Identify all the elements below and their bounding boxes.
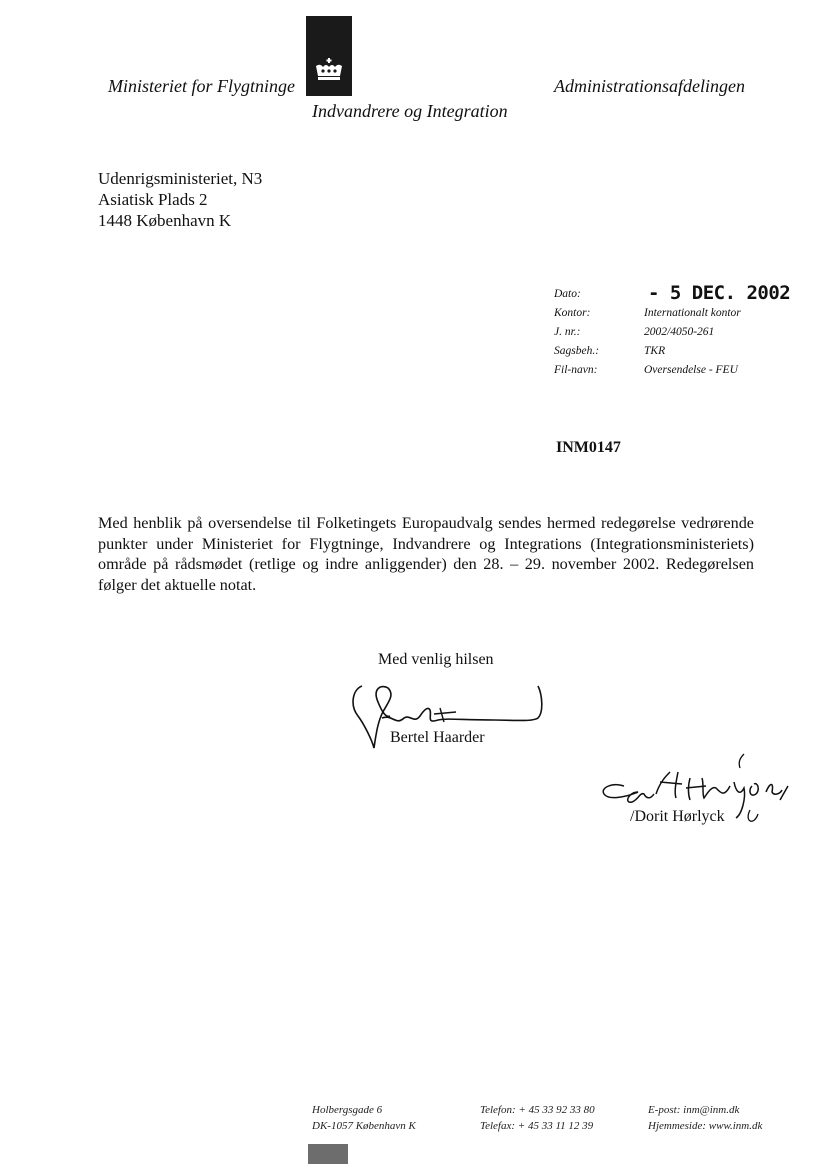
footer-website: Hjemmeside: www.inm.dk [648,1120,763,1132]
footer-contact-phone [480,1102,595,1134]
footer-email: E-post: inm@inm.dk [648,1104,740,1116]
footer-contact-online [648,1102,762,1134]
footer-address [312,1102,416,1134]
recipient-address [98,168,262,231]
footer-phone: Telefon: + 45 33 92 33 80 [480,1104,595,1116]
royal-crown-icon [312,56,346,84]
meta-file-value: Oversendelse - FEU [644,364,738,376]
letter-body: Med henblik på oversendelse til Folketingets Europaudvalg sendes hermed redegørelse vedrørende punkter under Ministeriet for Flygtninge, Indvandrere og Integrations (Integrationsministeriets) område på rådsmødet (retlige og indre anliggender) den 28. – 29. november 2002. Redegørelsen følger det aktuelle notat. [98,514,754,594]
footer-decorative-block [308,1144,348,1164]
ministry-name: Ministeriet for Flygtninge [108,76,295,96]
meta-case-label: Sagsbeh.: [554,345,600,357]
footer-fax: Telefax: + 45 33 11 12 39 [480,1120,594,1132]
closing-greeting: Med venlig hilsen [378,651,494,668]
recipient-city: 1448 København K [98,211,232,230]
department-name: Administrationsafdelingen [554,76,745,96]
meta-jnr-label: J. nr.: [554,326,581,338]
signer-dorit-horlyck: /Dorit Hørlyck [630,808,725,825]
recipient-name: Udenrigsministeriet, N3 [98,169,263,188]
reference-code: INM0147 [556,439,621,456]
date-stamp: - 5 DEC. 2002 [648,282,791,304]
footer-street: Holbergsgade 6 [312,1104,383,1116]
meta-office-value: Internationalt kontor [644,307,741,319]
meta-jnr-value: 2002/4050-261 [644,326,715,338]
meta-file-label: Fil-navn: [554,364,598,376]
meta-case-value: TKR [644,345,666,357]
footer-postal: DK-1057 København K [312,1120,416,1132]
ministry-crest [306,16,352,96]
meta-office-label: Kontor: [554,307,591,319]
meta-date-label: Dato: [554,288,581,300]
signer-bertel-haarder: Bertel Haarder [390,729,485,746]
recipient-street: Asiatisk Plads 2 [98,190,208,209]
ministry-name-line-2: Indvandrere og Integration [312,101,508,121]
